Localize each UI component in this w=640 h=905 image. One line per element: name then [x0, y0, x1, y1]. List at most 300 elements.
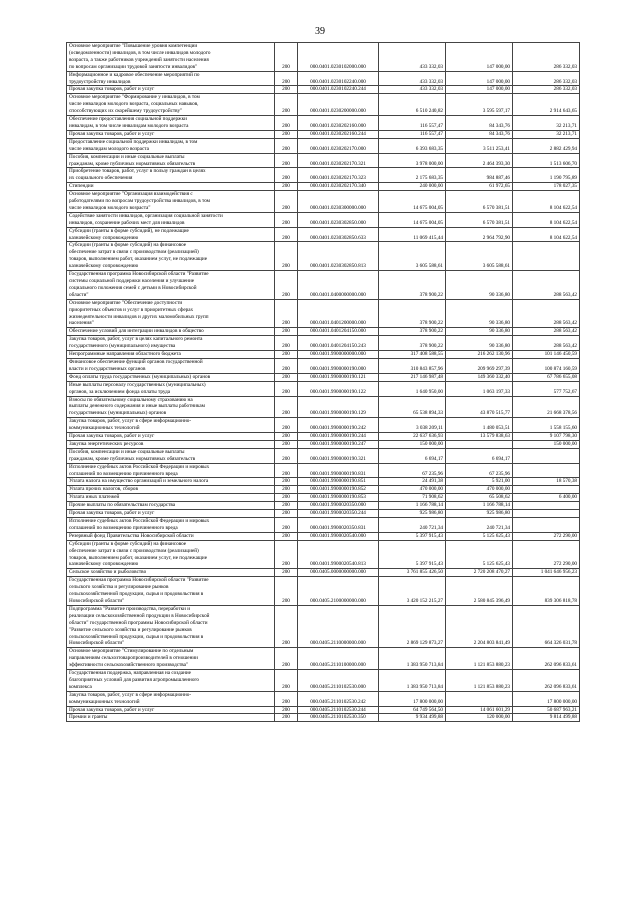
classification-code-cell: 000.0401.9900020540.813 [298, 540, 379, 569]
line-code-cell: 200 [275, 494, 298, 502]
executed-amount-cell [446, 440, 513, 448]
row-name-cell: Сельское хозяйство и рыболовство [67, 569, 275, 577]
table-row [67, 518, 580, 533]
approved-amount-cell: 6 393 683,35 [379, 138, 446, 153]
row-name-cell: Основное мероприятие "Повышение уровня компетенции (осведомленности) инвалидов, в том числе инвалидов молодого возраста, а также работников учреждений занятости населения по вопросам организации трудовой занятости инвалидов" [67, 43, 275, 72]
classification-code-cell: 000.0401.0230102240.244 [298, 86, 379, 94]
row-name-cell: Прочие выплаты по обязательствам государства [67, 502, 275, 510]
approved-amount-cell: 116 557,47 [379, 116, 446, 131]
unexecuted-amount-cell [513, 510, 580, 518]
line-code-cell: 200 [275, 336, 298, 351]
table-row [67, 381, 580, 396]
approved-amount-cell: 310 843 857,96 [379, 358, 446, 373]
unexecuted-amount-cell: 286 332,03 [513, 43, 580, 72]
unexecuted-amount-cell: 286 332,03 [513, 86, 580, 94]
unexecuted-amount-cell: 67 786 655,08 [513, 373, 580, 381]
line-code-cell: 200 [275, 153, 298, 168]
classification-code-cell: 000.0401.0230202160.244 [298, 130, 379, 138]
line-code-cell: 200 [275, 433, 298, 441]
line-code-cell: 200 [275, 418, 298, 433]
row-name-cell: Содействие занятости инвалидов, организация социальной занятости инвалидов, сохранение рабочих мест для инвалидов [67, 212, 275, 227]
row-name-cell: Основное мероприятие "Организация взаимодействия с работодателями по вопросам трудоустройства инвалидов, в том числе инвалидов молодого возраста" [67, 191, 275, 213]
line-code-cell: 200 [275, 168, 298, 183]
approved-amount-cell: 71 908,62 [379, 494, 446, 502]
classification-code-cell: 000.0401.0401200000.000 [298, 299, 379, 328]
row-name-cell: Иные выплаты персоналу государственных (муниципальных) органов, за исключением фонда оплаты труда [67, 381, 275, 396]
executed-amount-cell: 5 125 625,43 [446, 540, 513, 569]
unexecuted-amount-cell: 1 190 795,89 [513, 168, 580, 183]
classification-code-cell: 000.0405.2110102530.350 [298, 714, 379, 722]
row-name-cell: Основное мероприятие "Формирование у инвалидов, в том числе инвалидов молодого возраста, социальных навыков, способствующих их скорейшему трудоустройству" [67, 94, 275, 116]
table-row [67, 94, 580, 116]
table-row [67, 532, 580, 540]
table-row [67, 478, 580, 486]
classification-code-cell: 000.0401.9900020350.244 [298, 510, 379, 518]
table-row [67, 605, 580, 647]
line-code-cell: 200 [275, 486, 298, 494]
approved-amount-cell: 22 637 636,93 [379, 433, 446, 441]
approved-amount-cell: 1 383 950 713,84 [379, 670, 446, 692]
unexecuted-amount-cell: 1 041 646 956,23 [513, 569, 580, 577]
line-code-cell: 200 [275, 502, 298, 510]
approved-amount-cell: 378 900,22 [379, 299, 446, 328]
classification-code-cell: 000.0401.9900000190.129 [298, 396, 379, 418]
row-name-cell: Резервный фонд Правительства Новосибирской области [67, 532, 275, 540]
row-name-cell: Исполнение судебных актов Российской Федерации и мировых соглашений по возмещению причиненного вреда [67, 518, 275, 533]
executed-amount-cell: 90 336,80 [446, 271, 513, 300]
unexecuted-amount-cell: 21 668 378,56 [513, 396, 580, 418]
executed-amount-cell: 84 343,76 [446, 130, 513, 138]
table-row [67, 706, 580, 714]
row-name-cell: Основное мероприятие "Обеспечение доступности приоритетных объектов и услуг в приоритетных сферах жизнедеятельности инвалидов и других маломобильных групп населения" [67, 299, 275, 328]
approved-amount-cell: 378 900,22 [379, 336, 446, 351]
table-row [67, 440, 580, 448]
line-code-cell: 200 [275, 569, 298, 577]
classification-code-cell: 000.0401.9900000190.321 [298, 448, 379, 463]
line-code-cell: 200 [275, 691, 298, 706]
table-row [67, 502, 580, 510]
approved-amount-cell: 3 761 855 426,50 [379, 569, 446, 577]
unexecuted-amount-cell: 839 306 818,78 [513, 577, 580, 606]
executed-amount-cell: 65 508,62 [446, 494, 513, 502]
unexecuted-amount-cell: 2 882 429,94 [513, 138, 580, 153]
row-name-cell: Пособия, компенсации и иные социальные выплаты гражданам, кроме публичных нормативных обязательств [67, 448, 275, 463]
table-row [67, 71, 580, 86]
executed-amount-cell: 3 595 597,17 [446, 94, 513, 116]
row-name-cell: Обеспечение условий для интеграции инвалидов в общество [67, 328, 275, 336]
line-code-cell: 200 [275, 271, 298, 300]
classification-code-cell: 000.0401.9900000190.247 [298, 440, 379, 448]
line-code-cell: 200 [275, 299, 298, 328]
executed-amount-cell: 90 336,80 [446, 299, 513, 328]
unexecuted-amount-cell: 9 107 798,30 [513, 433, 580, 441]
executed-amount-cell: 67 235,96 [446, 463, 513, 478]
row-name-cell: Прочая закупка товаров, работ и услуг [67, 86, 275, 94]
unexecuted-amount-cell: 9 814 499,88 [513, 714, 580, 722]
unexecuted-amount-cell: 17 800 000,00 [513, 691, 580, 706]
table-row [67, 396, 580, 418]
row-name-cell: Прочая закупка товаров, работ и услуг [67, 130, 275, 138]
unexecuted-amount-cell: 272 290,00 [513, 540, 580, 569]
table-row [67, 153, 580, 168]
line-code-cell: 200 [275, 373, 298, 381]
row-name-cell: Приобретение товаров, работ, услуг в пользу граждан в целях их социального обеспечения [67, 168, 275, 183]
classification-code-cell: 000.0401.9900000190.122 [298, 381, 379, 396]
row-name-cell: Прочая закупка товаров, работ и услуг [67, 510, 275, 518]
executed-amount-cell: 147 000,00 [446, 71, 513, 86]
table-row [67, 648, 580, 670]
executed-amount-cell: 90 336,80 [446, 336, 513, 351]
executed-amount-cell: 147 000,00 [446, 43, 513, 72]
row-name-cell: Государственная программа Новосибирской области "Развитие сельского хозяйства и регулирование рынков сельскохозяйственной продукции, сырья и продовольствия в Новосибирской области" [67, 577, 275, 606]
unexecuted-amount-cell: 100 874 160,59 [513, 358, 580, 373]
classification-code-cell: 000.0405.2110102530.000 [298, 670, 379, 692]
unexecuted-amount-cell: 272 290,00 [513, 532, 580, 540]
table-row [67, 494, 580, 502]
approved-amount-cell: 378 900,22 [379, 328, 446, 336]
line-code-cell: 200 [275, 518, 298, 533]
table-row [67, 116, 580, 131]
executed-amount-cell: 2 204 803 841,49 [446, 605, 513, 647]
classification-code-cell: 000.0401.9900000190.000 [298, 358, 379, 373]
unexecuted-amount-cell: 288 563,42 [513, 271, 580, 300]
classification-code-cell: 000.0405.2100000000.000 [298, 577, 379, 606]
executed-amount-cell: 984 887,46 [446, 168, 513, 183]
approved-amount-cell: 14 675 004,05 [379, 212, 446, 227]
unexecuted-amount-cell [513, 448, 580, 463]
executed-amount-cell: 84 343,76 [446, 116, 513, 131]
classification-code-cell: 000.0401.0230102240.000 [298, 71, 379, 86]
line-code-cell: 200 [275, 351, 298, 359]
approved-amount-cell: 2 175 683,35 [379, 168, 446, 183]
line-code-cell: 200 [275, 43, 298, 72]
line-code-cell: 200 [275, 191, 298, 213]
table-row [67, 183, 580, 191]
executed-amount-cell: 1 121 853 880,23 [446, 648, 513, 670]
unexecuted-amount-cell: 2 914 643,65 [513, 94, 580, 116]
table-row [67, 86, 580, 94]
table-row [67, 351, 580, 359]
approved-amount-cell: 3 605 588,61 [379, 242, 446, 271]
approved-amount-cell: 3 978 000,00 [379, 153, 446, 168]
classification-code-cell: 000.0401.0230302850.633 [298, 227, 379, 242]
table-row [67, 358, 580, 373]
line-code-cell: 200 [275, 94, 298, 116]
executed-amount-cell: 470 000,00 [446, 486, 513, 494]
approved-amount-cell: 9 934 499,88 [379, 714, 446, 722]
approved-amount-cell: 240 000,00 [379, 183, 446, 191]
page-number: 39 [315, 26, 325, 37]
classification-code-cell: 000.0401.0230302850.813 [298, 242, 379, 271]
classification-code-cell: 000.0401.0230202170.000 [298, 138, 379, 153]
approved-amount-cell: 925 986,80 [379, 510, 446, 518]
row-name-cell: Закупка товаров, работ, услуг в целях капитального ремонта государственного (муниципального) имущества [67, 336, 275, 351]
row-name-cell: Подпрограмма "Развитие производства, переработки и реализации сельскохозяйственной продукции в Новосибирской области" государственной программы Новосибирской области "Развитие сельского хозяйства и регулирование рынков сельскохозяйственной продукции, сырья и продовольствия в Новосибирской области" [67, 605, 275, 647]
classification-code-cell: 000.0401.9900000190.831 [298, 463, 379, 478]
line-code-cell: 200 [275, 532, 298, 540]
line-code-cell: 200 [275, 328, 298, 336]
unexecuted-amount-cell: 1 513 606,70 [513, 153, 580, 168]
line-code-cell: 200 [275, 706, 298, 714]
line-code-cell: 200 [275, 448, 298, 463]
budget-execution-table [66, 42, 580, 722]
row-name-cell: Закупка товаров, работ, услуг в сфере информационно- коммуникационных технологий [67, 691, 275, 706]
executed-amount-cell: 209 969 297,39 [446, 358, 513, 373]
row-name-cell: Стипендии [67, 183, 275, 191]
unexecuted-amount-cell: 178 027,35 [513, 183, 580, 191]
unexecuted-amount-cell: 288 563,42 [513, 328, 580, 336]
approved-amount-cell: 2 869 129 873,27 [379, 605, 446, 647]
table-row [67, 670, 580, 692]
table-row [67, 138, 580, 153]
unexecuted-amount-cell: 101 146 450,59 [513, 351, 580, 359]
line-code-cell: 200 [275, 227, 298, 242]
executed-amount-cell: 1 121 853 880,23 [446, 670, 513, 692]
unexecuted-amount-cell: 32 213,71 [513, 130, 580, 138]
line-code-cell: 200 [275, 510, 298, 518]
classification-code-cell: 000.0405.2110100000.000 [298, 648, 379, 670]
approved-amount-cell: 1 166 788,14 [379, 502, 446, 510]
row-name-cell: Основное мероприятие "Стимулирование по отдельным направлениям сельхозтоваропроизводителей в отношении эффективности сельскохозяйственного производства" [67, 648, 275, 670]
executed-amount-cell [446, 691, 513, 706]
classification-code-cell: 000.0401.0230200000.000 [298, 94, 379, 116]
classification-code-cell: 000.0401.9900000190.852 [298, 486, 379, 494]
approved-amount-cell: 433 332,03 [379, 43, 446, 72]
executed-amount-cell: 13 579 838,63 [446, 433, 513, 441]
classification-code-cell: 000.0401.0230202170.340 [298, 183, 379, 191]
line-code-cell: 200 [275, 212, 298, 227]
unexecuted-amount-cell: 6 400,00 [513, 494, 580, 502]
unexecuted-amount-cell: 8 104 622,54 [513, 212, 580, 227]
approved-amount-cell: 470 000,00 [379, 486, 446, 494]
line-code-cell: 200 [275, 670, 298, 692]
approved-amount-cell: 67 235,96 [379, 463, 446, 478]
table-row [67, 448, 580, 463]
unexecuted-amount-cell [513, 502, 580, 510]
approved-amount-cell: 433 332,03 [379, 86, 446, 94]
table-row [67, 486, 580, 494]
classification-code-cell: 000.0401.9900020540.000 [298, 532, 379, 540]
unexecuted-amount-cell: 150 000,00 [513, 440, 580, 448]
row-name-cell: Субсидии (гранты в форме субсидий) на финансовое обеспечение затрат в связи с производством (реализацией) товаров, выполнением работ, оказанием услуг, не подлежащие казначейскому сопровождению [67, 242, 275, 271]
classification-code-cell: 000.0401.9900000190.242 [298, 418, 379, 433]
row-name-cell: Финансовое обеспечение функций органов государственной власти и государственных органов [67, 358, 275, 373]
approved-amount-cell: 240 721,34 [379, 518, 446, 533]
approved-amount-cell: 116 557,47 [379, 130, 446, 138]
unexecuted-amount-cell: 286 332,03 [513, 71, 580, 86]
approved-amount-cell: 378 900,22 [379, 271, 446, 300]
approved-amount-cell: 14 675 004,05 [379, 191, 446, 213]
approved-amount-cell: 3 420 152 215,27 [379, 577, 446, 606]
line-code-cell: 200 [275, 116, 298, 131]
row-name-cell: Прочая закупка товаров, работ и услуг [67, 433, 275, 441]
executed-amount-cell: 2 964 792,90 [446, 227, 513, 242]
line-code-cell: 200 [275, 440, 298, 448]
executed-amount-cell: 2 580 845 396,49 [446, 577, 513, 606]
approved-amount-cell: 3 038 209,11 [379, 418, 446, 433]
unexecuted-amount-cell: 8 104 622,54 [513, 227, 580, 242]
classification-code-cell: 000.0401.9900020350.000 [298, 502, 379, 510]
table-row [67, 714, 580, 722]
line-code-cell: 200 [275, 540, 298, 569]
executed-amount-cell: 120 000,00 [446, 714, 513, 722]
unexecuted-amount-cell: 1 558 155,60 [513, 418, 580, 433]
line-code-cell: 200 [275, 71, 298, 86]
approved-amount-cell: 11 069 415,44 [379, 227, 446, 242]
unexecuted-amount-cell: 262 096 833,61 [513, 670, 580, 692]
table-row [67, 299, 580, 328]
line-code-cell: 200 [275, 478, 298, 486]
table-row [67, 43, 580, 72]
table-row [67, 540, 580, 569]
row-name-cell: Взносы по обязательному социальному страхованию на выплаты денежного содержания и иные выплаты работникам государственных (муниципальных) органов [67, 396, 275, 418]
executed-amount-cell: 1 480 053,51 [446, 418, 513, 433]
classification-code-cell: 000.0401.0400000000.000 [298, 271, 379, 300]
executed-amount-cell: 6 570 381,51 [446, 191, 513, 213]
row-name-cell: Премии и гранты [67, 714, 275, 722]
executed-amount-cell: 149 360 332,40 [446, 373, 513, 381]
approved-amount-cell: 217 146 987,48 [379, 373, 446, 381]
row-name-cell: Субсидии (гранты в форме субсидий), не подлежащие казначейскому сопровождению [67, 227, 275, 242]
classification-code-cell: 000.0401.0230302850.000 [298, 212, 379, 227]
line-code-cell: 200 [275, 242, 298, 271]
table-row [67, 433, 580, 441]
line-code-cell: 200 [275, 605, 298, 647]
table-row [67, 168, 580, 183]
row-name-cell: Субсидии (гранты в форме субсидий) на финансовое обеспечение затрат в связи с производством (реализацией) товаров, выполнением работ, оказанием услуг, не подлежащие казначейскому сопровождению [67, 540, 275, 569]
row-name-cell: Прочая закупка товаров, работ и услуг [67, 706, 275, 714]
table-row [67, 212, 580, 227]
row-name-cell: Уплата иных платежей [67, 494, 275, 502]
unexecuted-amount-cell [513, 463, 580, 478]
row-name-cell: Обеспечение предоставления социальной поддержки инвалидам, в том числе инвалидам молодого возраста [67, 116, 275, 131]
executed-amount-cell: 6 570 381,51 [446, 212, 513, 227]
row-name-cell: Фонд оплаты труда государственных (муниципальных) органов [67, 373, 275, 381]
table-row [67, 130, 580, 138]
row-name-cell: Закупка товаров, работ, услуг в сфере информационно- коммуникационных технологий [67, 418, 275, 433]
unexecuted-amount-cell: 18 570,38 [513, 478, 580, 486]
approved-amount-cell: 24 491,38 [379, 478, 446, 486]
unexecuted-amount-cell: 664 326 031,78 [513, 605, 580, 647]
executed-amount-cell: 90 336,80 [446, 328, 513, 336]
unexecuted-amount-cell [513, 486, 580, 494]
unexecuted-amount-cell: 32 213,71 [513, 116, 580, 131]
row-name-cell: Государственная поддержка, направленная на создание благоприятных условий для развития агропромышленного комплекса [67, 670, 275, 692]
classification-code-cell: 000.0401.9900000190.244 [298, 433, 379, 441]
row-name-cell: Государственная программа Новосибирской области "Развитие системы социальной поддержки населения и улучшение социального положения семей с детьми в Новосибирской области" [67, 271, 275, 300]
table-row [67, 463, 580, 478]
classification-code-cell: 000.0405.2110000000.000 [298, 605, 379, 647]
approved-amount-cell: 433 332,03 [379, 71, 446, 86]
line-code-cell: 200 [275, 381, 298, 396]
executed-amount-cell: 3 605 588,61 [446, 242, 513, 271]
executed-amount-cell: 5 921,00 [446, 478, 513, 486]
unexecuted-amount-cell: 262 096 833,61 [513, 648, 580, 670]
line-code-cell: 200 [275, 183, 298, 191]
executed-amount-cell: 240 721,34 [446, 518, 513, 533]
executed-amount-cell: 14 061 601,29 [446, 706, 513, 714]
executed-amount-cell: 1 063 197,33 [446, 381, 513, 396]
table-row [67, 242, 580, 271]
line-code-cell: 200 [275, 396, 298, 418]
approved-amount-cell: 1 383 950 713,84 [379, 648, 446, 670]
approved-amount-cell: 64 749 564,50 [379, 706, 446, 714]
line-code-cell: 200 [275, 648, 298, 670]
approved-amount-cell: 17 800 000,00 [379, 691, 446, 706]
approved-amount-cell: 5 397 915,43 [379, 532, 446, 540]
classification-code-cell: 000.0401.9900000190.121 [298, 373, 379, 381]
unexecuted-amount-cell: 288 563,42 [513, 299, 580, 328]
classification-code-cell: 000.0401.0230102000.000 [298, 43, 379, 72]
row-name-cell: Исполнение судебных актов Российской Федерации и мировых соглашений по возмещению причиненного вреда [67, 463, 275, 478]
unexecuted-amount-cell: 577 752,67 [513, 381, 580, 396]
approved-amount-cell: 6 694,17 [379, 448, 446, 463]
table-row [67, 336, 580, 351]
classification-code-cell: 000.0401.0230202170.321 [298, 153, 379, 168]
approved-amount-cell: 1 640 950,00 [379, 381, 446, 396]
executed-amount-cell: 43 870 515,77 [446, 396, 513, 418]
classification-code-cell: 000.0401.0401204150.000 [298, 328, 379, 336]
executed-amount-cell: 2 720 208 470,27 [446, 569, 513, 577]
row-name-cell: Уплата прочих налогов, сборов [67, 486, 275, 494]
approved-amount-cell: 150 000,00 [379, 440, 446, 448]
line-code-cell: 200 [275, 86, 298, 94]
executed-amount-cell: 216 262 130,96 [446, 351, 513, 359]
unexecuted-amount-cell [513, 518, 580, 533]
line-code-cell: 200 [275, 714, 298, 722]
executed-amount-cell: 147 000,00 [446, 86, 513, 94]
classification-code-cell: 000.0401.9900000190.853 [298, 494, 379, 502]
classification-code-cell: 000.0405.2110102530.244 [298, 706, 379, 714]
row-name-cell: Уплата налога на имущество организаций и земельного налога [67, 478, 275, 486]
unexecuted-amount-cell: 50 687 963,21 [513, 706, 580, 714]
table-row [67, 418, 580, 433]
table-row [67, 328, 580, 336]
row-name-cell: Закупка энергетических ресурсов [67, 440, 275, 448]
executed-amount-cell: 925 986,80 [446, 510, 513, 518]
table-row [67, 577, 580, 606]
table-row [67, 510, 580, 518]
executed-amount-cell: 3 511 253,41 [446, 138, 513, 153]
approved-amount-cell: 6 510 240,82 [379, 94, 446, 116]
line-code-cell: 200 [275, 463, 298, 478]
row-name-cell: Предоставление социальной поддержки инвалидам, в том числе инвалидам молодого возраста [67, 138, 275, 153]
classification-code-cell: 000.0401.9900000190.851 [298, 478, 379, 486]
approved-amount-cell: 317 408 588,55 [379, 351, 446, 359]
classification-code-cell: 000.0401.9900020350.831 [298, 518, 379, 533]
approved-amount-cell: 5 397 915,43 [379, 540, 446, 569]
executed-amount-cell: 2 464 393,30 [446, 153, 513, 168]
classification-code-cell: 000.0401.0401204150.243 [298, 336, 379, 351]
unexecuted-amount-cell [513, 242, 580, 271]
table-row [67, 373, 580, 381]
classification-code-cell: 000.0405.0000000000.000 [298, 569, 379, 577]
classification-code-cell: 000.0401.0230300000.000 [298, 191, 379, 213]
row-name-cell: Информационное и кадровое обеспечение мероприятий по трудоустройству инвалидов [67, 71, 275, 86]
approved-amount-cell: 65 538 894,33 [379, 396, 446, 418]
classification-code-cell: 000.0401.0230202170.323 [298, 168, 379, 183]
line-code-cell: 200 [275, 358, 298, 373]
unexecuted-amount-cell: 288 563,42 [513, 336, 580, 351]
line-code-cell: 200 [275, 130, 298, 138]
table-row [67, 569, 580, 577]
executed-amount-cell: 5 125 625,43 [446, 532, 513, 540]
unexecuted-amount-cell: 8 104 622,54 [513, 191, 580, 213]
executed-amount-cell: 61 972,65 [446, 183, 513, 191]
table-row [67, 691, 580, 706]
classification-code-cell: 000.0405.2110102530.242 [298, 691, 379, 706]
classification-code-cell: 000.0401.0230202160.000 [298, 116, 379, 131]
